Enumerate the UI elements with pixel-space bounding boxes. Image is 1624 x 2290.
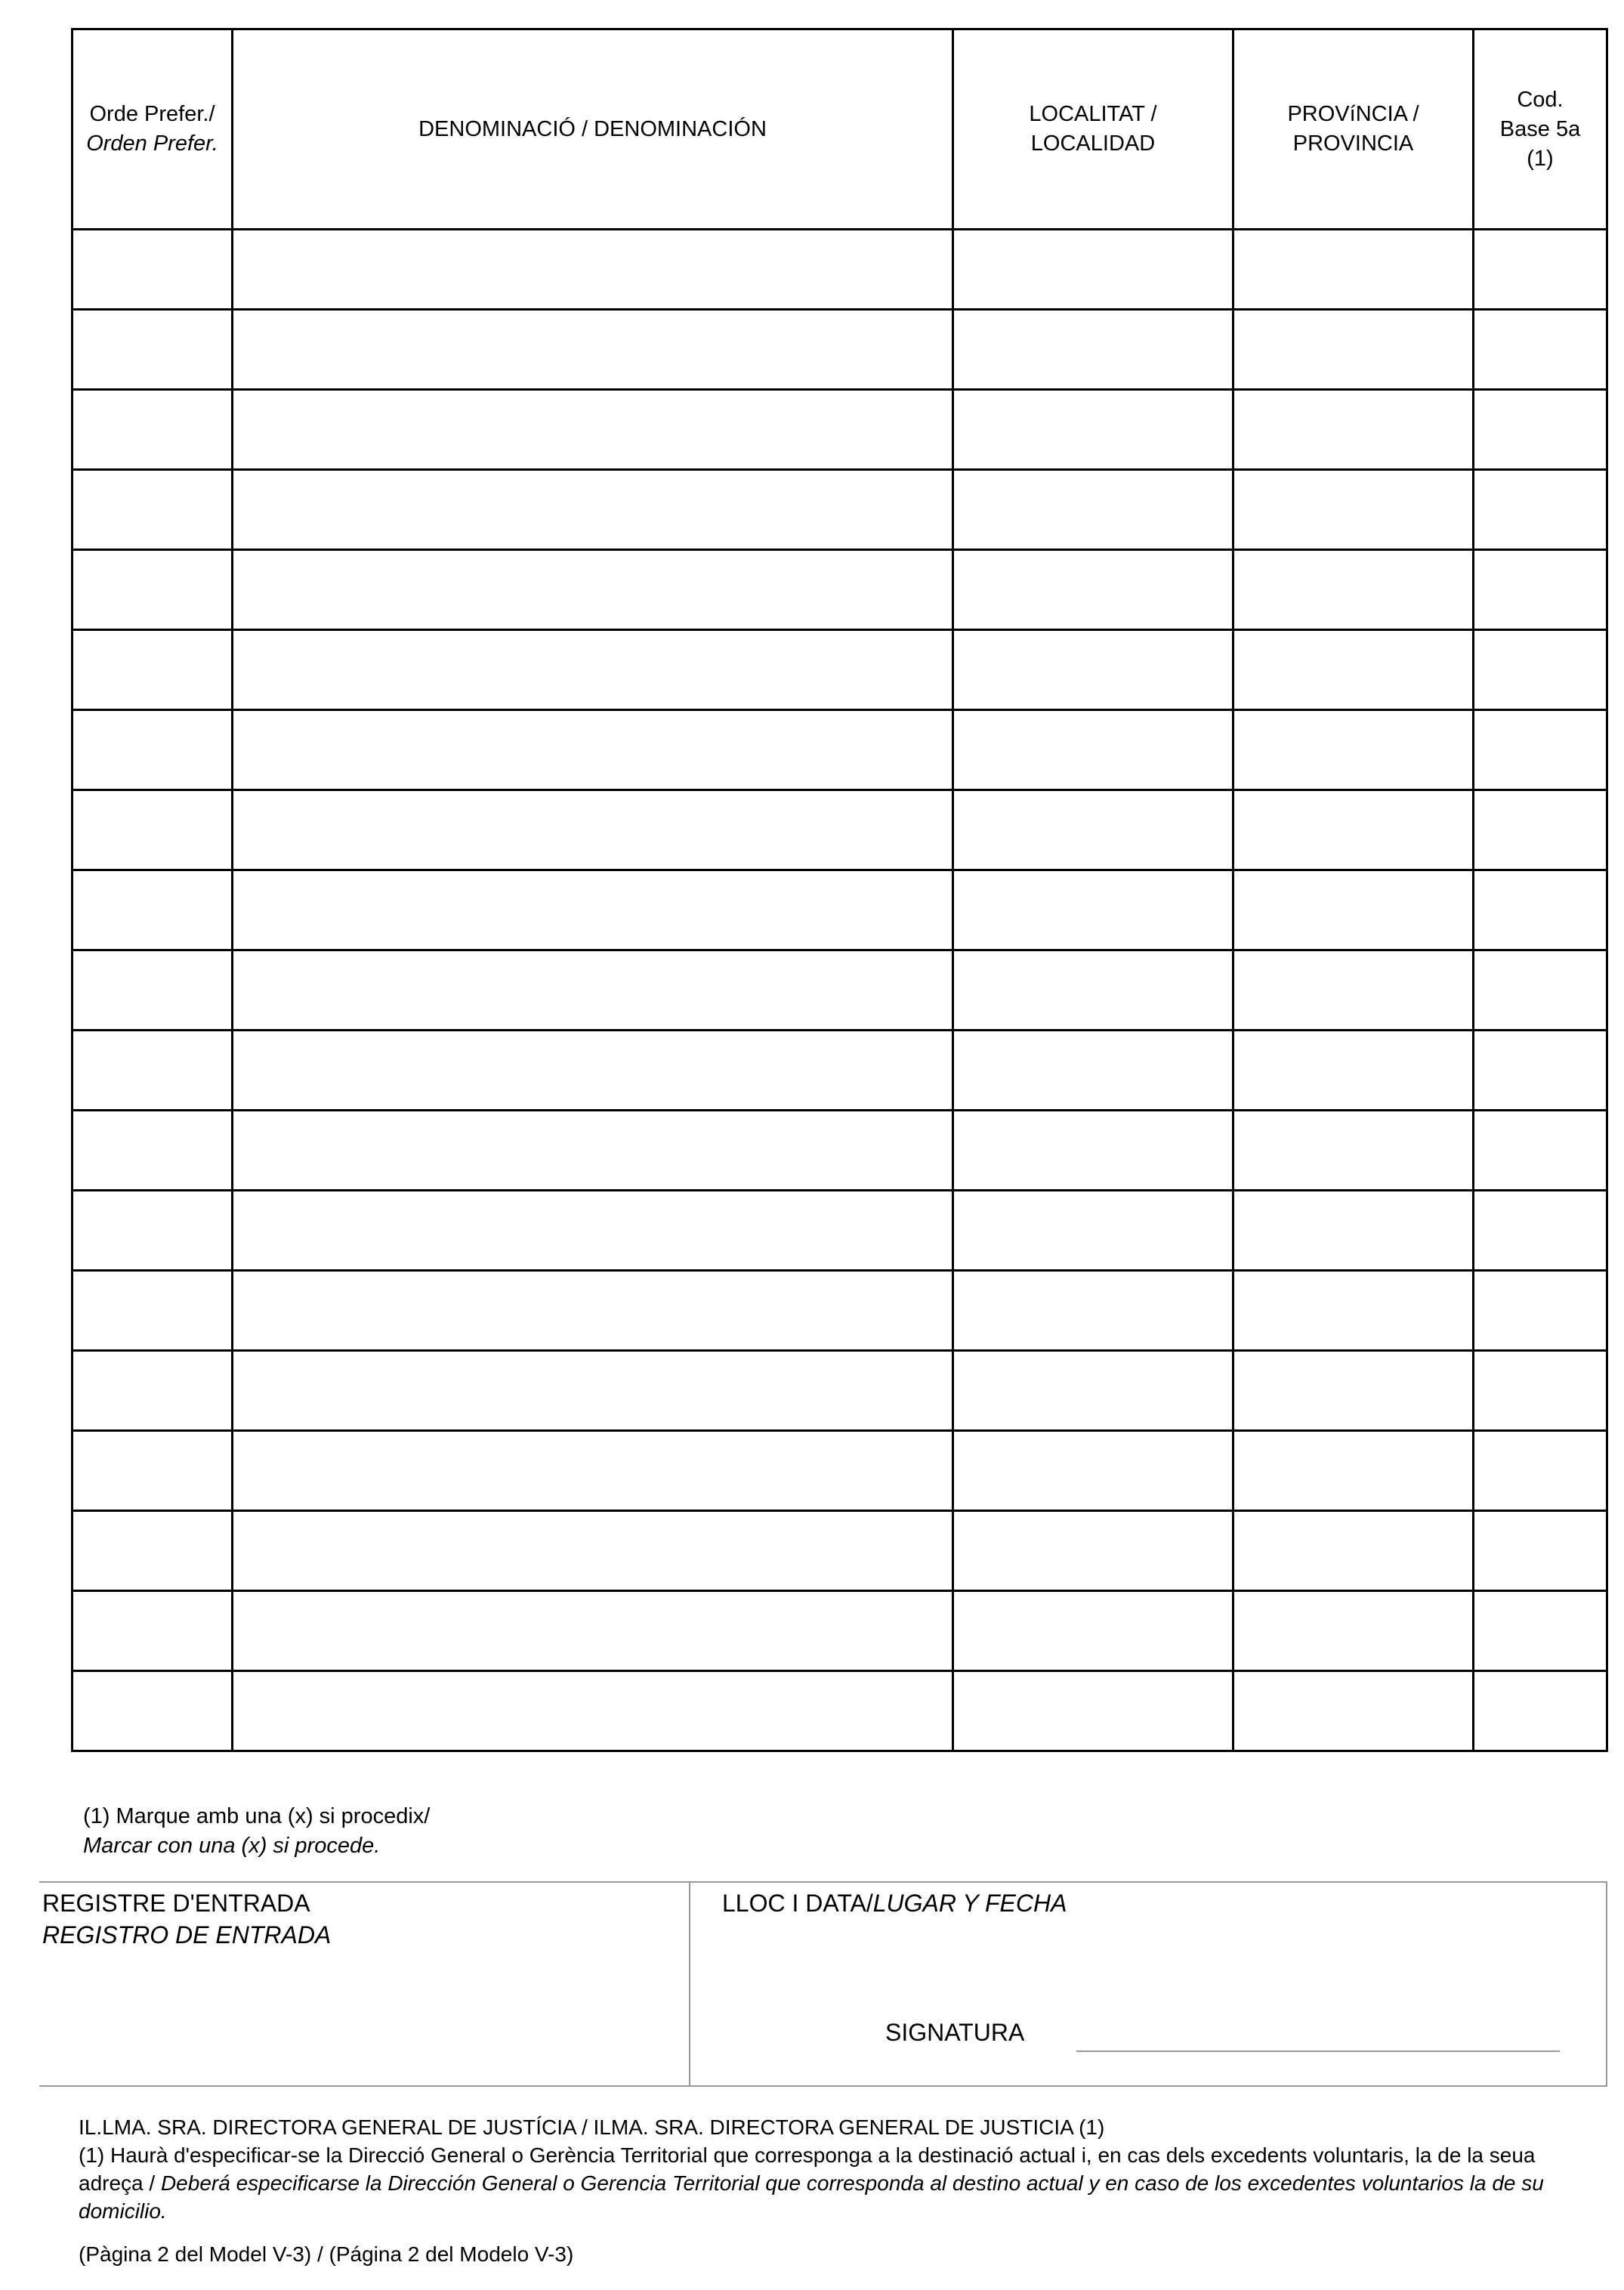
- header-locality-es: LOCALIDAD: [1030, 131, 1156, 156]
- province-cell[interactable]: [1233, 470, 1474, 550]
- order-cell[interactable]: [73, 1431, 233, 1511]
- order-cell[interactable]: [73, 950, 233, 1031]
- header-province: [1233, 29, 1474, 230]
- preferences-table: [71, 28, 1608, 1752]
- code-cell[interactable]: [1474, 1671, 1607, 1751]
- locality-cell[interactable]: [953, 870, 1233, 950]
- province-cell[interactable]: [1233, 1431, 1474, 1511]
- footer: [79, 2113, 1559, 2225]
- header-locality: [953, 29, 1233, 230]
- order-cell[interactable]: [73, 790, 233, 870]
- header-locality-ca: LOCALITAT /: [1029, 102, 1157, 126]
- code-cell[interactable]: [1474, 1031, 1607, 1111]
- registry-signature-box: [39, 1881, 1607, 2087]
- header-code-line1: Cod.: [1517, 87, 1564, 112]
- denomination-cell[interactable]: [233, 1271, 953, 1351]
- registry-label-ca: REGISTRE D'ENTRADA: [42, 1890, 310, 1917]
- table-row: [73, 310, 1607, 390]
- locality-cell[interactable]: [953, 1671, 1233, 1751]
- code-cell[interactable]: [1474, 550, 1607, 630]
- locality-cell[interactable]: [953, 950, 1233, 1031]
- denomination-cell[interactable]: [233, 1191, 953, 1271]
- place-date-es: LUGAR Y FECHA: [872, 1890, 1067, 1917]
- signature-label: SIGNATURA: [885, 2019, 1025, 2046]
- table-row: [73, 230, 1607, 310]
- header-denomination-label: DENOMINACIÓ / DENOMINACIÓN: [418, 116, 767, 141]
- locality-cell[interactable]: [953, 310, 1233, 390]
- header-code: [1474, 29, 1607, 230]
- locality-cell[interactable]: [953, 1031, 1233, 1111]
- order-cell[interactable]: [73, 470, 233, 550]
- table-row: [73, 1351, 1607, 1431]
- place-date-label: [722, 1887, 1067, 1919]
- code-cell[interactable]: [1474, 1351, 1607, 1431]
- table-header-row: [73, 29, 1607, 230]
- province-cell[interactable]: [1233, 390, 1474, 470]
- table-row: [73, 1111, 1607, 1191]
- code-cell[interactable]: [1474, 1591, 1607, 1671]
- locality-cell[interactable]: [953, 1511, 1233, 1591]
- footnote: [83, 1802, 430, 1861]
- province-cell[interactable]: [1233, 310, 1474, 390]
- code-cell[interactable]: [1474, 310, 1607, 390]
- code-cell[interactable]: [1474, 630, 1607, 710]
- place-date-ca: LLOC I DATA/: [722, 1890, 873, 1917]
- locality-cell[interactable]: [953, 390, 1233, 470]
- province-cell[interactable]: [1233, 1511, 1474, 1591]
- box-divider: [689, 1883, 690, 2085]
- order-cell[interactable]: [73, 1191, 233, 1271]
- denomination-cell[interactable]: [233, 630, 953, 710]
- order-cell[interactable]: [73, 1111, 233, 1191]
- code-cell[interactable]: [1474, 710, 1607, 790]
- locality-cell[interactable]: [953, 230, 1233, 310]
- header-code-line3: (1): [1527, 146, 1554, 171]
- header-province-es: PROVINCIA: [1292, 131, 1414, 156]
- code-cell[interactable]: [1474, 390, 1607, 470]
- order-cell[interactable]: [73, 310, 233, 390]
- table-row: [73, 1191, 1607, 1271]
- province-cell[interactable]: [1233, 1591, 1474, 1671]
- order-cell[interactable]: [73, 1351, 233, 1431]
- denomination-cell[interactable]: [233, 550, 953, 630]
- province-cell[interactable]: [1233, 950, 1474, 1031]
- header-code-line2: Base 5a: [1499, 116, 1581, 141]
- province-cell[interactable]: [1233, 1351, 1474, 1431]
- registry-entry-label: [42, 1887, 331, 1951]
- locality-cell[interactable]: [953, 1111, 1233, 1191]
- footer-note-ca: (1) Haurà d'especificar-se la Direcció General o Gerència Territorial que corresponga a la destinació actual i, en cas dels excedents voluntaris, la de la seua adreça /: [79, 2143, 1536, 2195]
- denomination-cell[interactable]: [233, 390, 953, 470]
- denomination-cell[interactable]: [233, 310, 953, 390]
- locality-cell[interactable]: [953, 1191, 1233, 1271]
- order-cell[interactable]: [73, 550, 233, 630]
- province-cell[interactable]: [1233, 1671, 1474, 1751]
- registry-label-es: REGISTRO DE ENTRADA: [42, 1921, 332, 1949]
- denomination-cell[interactable]: [233, 1671, 953, 1751]
- table-row: [73, 1031, 1607, 1111]
- province-cell[interactable]: [1233, 1111, 1474, 1191]
- table-row: [73, 390, 1607, 470]
- header-province-ca: PROVíNCIA /: [1287, 102, 1419, 126]
- table-row: [73, 550, 1607, 630]
- denomination-cell[interactable]: [233, 950, 953, 1031]
- code-cell[interactable]: [1474, 1431, 1607, 1511]
- province-cell[interactable]: [1233, 230, 1474, 310]
- table-row: [73, 1431, 1607, 1511]
- footer-note: [79, 2141, 1559, 2225]
- order-cell[interactable]: [73, 710, 233, 790]
- table-body: [73, 230, 1607, 1751]
- province-cell[interactable]: [1233, 870, 1474, 950]
- locality-cell[interactable]: [953, 710, 1233, 790]
- denomination-cell[interactable]: [233, 1031, 953, 1111]
- footnote-es: Marcar con una (x) si procede.: [83, 1834, 381, 1858]
- denomination-cell[interactable]: [233, 230, 953, 310]
- signature-line[interactable]: [1076, 2050, 1560, 2052]
- addressee: IL.LMA. SRA. DIRECTORA GENERAL DE JUSTÍCIA / ILMA. SRA. DIRECTORA GENERAL DE JUSTICIA (1): [79, 2115, 1105, 2139]
- code-cell[interactable]: [1474, 470, 1607, 550]
- order-cell[interactable]: [73, 1671, 233, 1751]
- table-row: [73, 1511, 1607, 1591]
- province-cell[interactable]: [1233, 550, 1474, 630]
- denomination-cell[interactable]: [233, 1111, 953, 1191]
- order-cell[interactable]: [73, 1031, 233, 1111]
- table-row: [73, 470, 1607, 550]
- locality-cell[interactable]: [953, 1431, 1233, 1511]
- order-cell[interactable]: [73, 1271, 233, 1351]
- denomination-cell[interactable]: [233, 1351, 953, 1431]
- province-cell[interactable]: [1233, 710, 1474, 790]
- denomination-cell[interactable]: [233, 870, 953, 950]
- code-cell[interactable]: [1474, 1271, 1607, 1351]
- denomination-cell[interactable]: [233, 710, 953, 790]
- denomination-cell[interactable]: [233, 1591, 953, 1671]
- locality-cell[interactable]: [953, 1271, 1233, 1351]
- footer-note-es: Deberá especificarse la Dirección General o Gerencia Territorial que corresponda al destino actual y en caso de los excedentes voluntarios la de su domicilio.: [79, 2171, 1544, 2223]
- denomination-cell[interactable]: [233, 1511, 953, 1591]
- page-number: (Pàgina 2 del Model V-3) / (Página 2 del Modelo V-3): [79, 2242, 574, 2266]
- locality-cell[interactable]: [953, 550, 1233, 630]
- table-row: [73, 710, 1607, 790]
- table-row: [73, 870, 1607, 950]
- footnote-ca: (1) Marque amb una (x) si procedix/: [83, 1804, 431, 1828]
- locality-cell[interactable]: [953, 1591, 1233, 1671]
- table-row: [73, 950, 1607, 1031]
- locality-cell[interactable]: [953, 790, 1233, 870]
- table-row: [73, 1671, 1607, 1751]
- locality-cell[interactable]: [953, 470, 1233, 550]
- province-cell[interactable]: [1233, 630, 1474, 710]
- denomination-cell[interactable]: [233, 1431, 953, 1511]
- denomination-cell[interactable]: [233, 470, 953, 550]
- table-row: [73, 790, 1607, 870]
- locality-cell[interactable]: [953, 630, 1233, 710]
- table-row: [73, 630, 1607, 710]
- table-row: [73, 1271, 1607, 1351]
- code-cell[interactable]: [1474, 230, 1607, 310]
- header-order-es: Orden Prefer.: [86, 131, 218, 156]
- code-cell[interactable]: [1474, 870, 1607, 950]
- province-cell[interactable]: [1233, 1191, 1474, 1271]
- province-cell[interactable]: [1233, 1271, 1474, 1351]
- table-row: [73, 1591, 1607, 1671]
- code-cell[interactable]: [1474, 1511, 1607, 1591]
- code-cell[interactable]: [1474, 1191, 1607, 1271]
- order-cell[interactable]: [73, 390, 233, 470]
- code-cell[interactable]: [1474, 950, 1607, 1031]
- order-cell[interactable]: [73, 630, 233, 710]
- order-cell[interactable]: [73, 870, 233, 950]
- locality-cell[interactable]: [953, 1351, 1233, 1431]
- header-denomination: [233, 29, 953, 230]
- province-cell[interactable]: [1233, 790, 1474, 870]
- order-cell[interactable]: [73, 1511, 233, 1591]
- header-order-ca: Orde Prefer./: [89, 102, 215, 126]
- order-cell[interactable]: [73, 230, 233, 310]
- order-cell[interactable]: [73, 1591, 233, 1671]
- province-cell[interactable]: [1233, 1031, 1474, 1111]
- header-order: [73, 29, 233, 230]
- code-cell[interactable]: [1474, 790, 1607, 870]
- code-cell[interactable]: [1474, 1111, 1607, 1191]
- denomination-cell[interactable]: [233, 790, 953, 870]
